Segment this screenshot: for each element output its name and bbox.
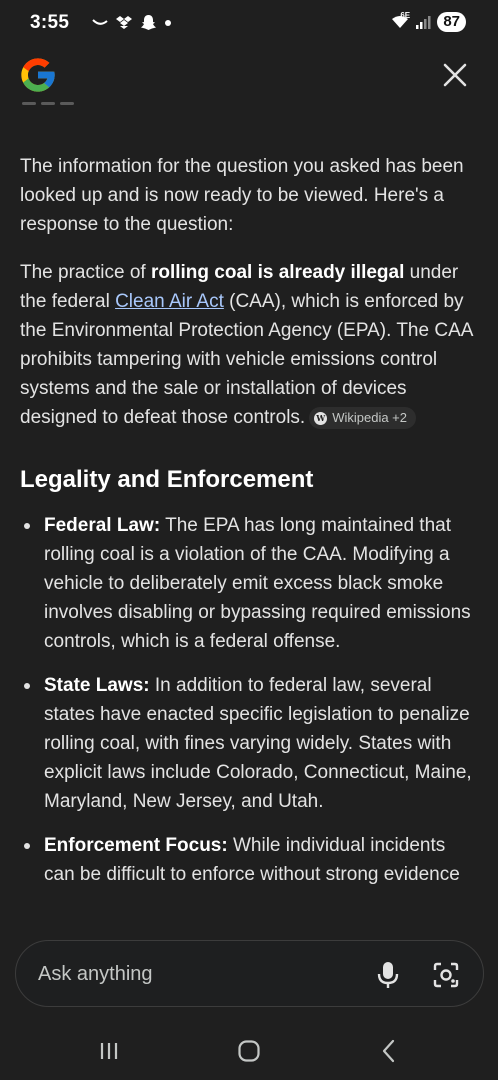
notification-icons bbox=[92, 14, 172, 31]
google-g-icon bbox=[18, 55, 58, 95]
response-content[interactable] bbox=[0, 102, 498, 930]
status-indicators bbox=[391, 12, 466, 32]
wifi-icon bbox=[391, 11, 411, 29]
recents-icon[interactable] bbox=[95, 1038, 123, 1064]
dropbox-icon bbox=[115, 15, 133, 31]
system-nav-bar bbox=[0, 1022, 498, 1080]
missed-call-icon bbox=[92, 18, 108, 28]
mic-icon[interactable] bbox=[374, 960, 402, 990]
clean-air-act-link[interactable]: Clean Air Act bbox=[115, 291, 224, 312]
ask-bar bbox=[15, 940, 484, 1007]
ask-input[interactable] bbox=[38, 959, 358, 989]
home-icon[interactable] bbox=[235, 1038, 263, 1064]
answer-paragraph bbox=[20, 258, 478, 432]
collapsed-dots bbox=[20, 102, 478, 118]
dot-icon bbox=[164, 19, 172, 27]
battery-level: 87 bbox=[437, 12, 466, 32]
bullet-text: In addition to federal law, several states have enacted specific legislation to penalize rolling coal, with fines varying widely. States with explicit laws include Colorado, Connecticut, Maine, Maryland, New Jersey, and Utah. bbox=[44, 675, 472, 812]
lens-icon[interactable] bbox=[432, 961, 460, 989]
close-icon[interactable] bbox=[442, 62, 468, 88]
section-heading: Legality and Enforcement bbox=[20, 466, 314, 493]
signal-icon bbox=[415, 14, 431, 30]
answer-bold: rolling coal is already illegal bbox=[150, 262, 405, 283]
network-type: 6E bbox=[400, 11, 411, 20]
list-item bbox=[20, 671, 478, 816]
source-chip-label: Wikipedia +2 bbox=[332, 410, 407, 425]
back-icon[interactable] bbox=[375, 1038, 403, 1064]
list-item bbox=[20, 511, 478, 656]
list-item bbox=[20, 831, 478, 889]
wikipedia-icon: W bbox=[314, 412, 327, 425]
status-bar bbox=[0, 0, 498, 50]
bullet-label: Enforcement Focus: bbox=[44, 835, 228, 856]
bullet-list bbox=[20, 511, 478, 889]
source-chip[interactable] bbox=[309, 407, 416, 429]
status-time: 3:55 bbox=[30, 12, 70, 33]
bullet-text: The EPA has long maintained that rolling coal is a violation of the CAA. Modifying a vehicle to deliberately emit excess black smoke involves disabling or bypassing required emissions controls, which is a federal offense. bbox=[44, 515, 471, 652]
intro-paragraph: The information for the question you asked has been looked up and is now ready to be viewed. Here's a response to the question: bbox=[20, 156, 464, 235]
snapchat-icon bbox=[140, 14, 157, 31]
answer-text-3: (CAA), which is enforced by the Environmental Protection Agency (EPA). The CAA prohibits tampering with vehicle emissions control systems and the sale or installation of devices designed to defeat those controls. bbox=[20, 291, 473, 428]
app-header bbox=[0, 50, 498, 102]
bullet-label: State Laws: bbox=[44, 675, 150, 696]
answer-text-1: The practice of bbox=[20, 262, 151, 283]
answer-text-2: under the federal bbox=[20, 262, 459, 312]
bullet-label: Federal Law: bbox=[44, 515, 161, 536]
bullet-text: While individual incidents can be difficult to enforce without strong evidence bbox=[44, 835, 460, 885]
